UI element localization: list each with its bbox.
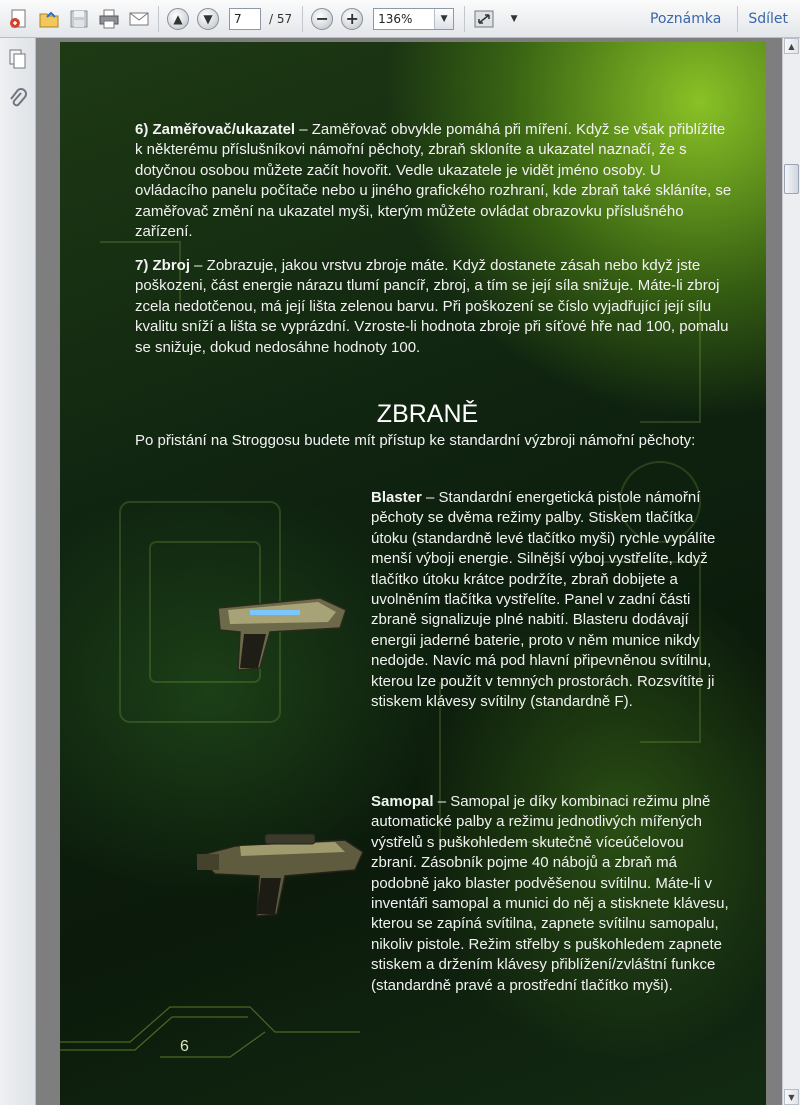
item-6-paragraph <box>135 120 735 242</box>
scrollbar-thumb[interactable] <box>784 164 799 194</box>
page-total: / 57 <box>269 11 293 26</box>
share-button[interactable]: Sdílet <box>748 10 788 27</box>
scroll-up-arrow-icon[interactable]: ▲ <box>784 38 799 54</box>
pdf-page <box>60 42 766 1105</box>
navigation-pane <box>0 38 36 1105</box>
attachments-icon[interactable] <box>8 88 28 110</box>
zoom-in-button[interactable] <box>339 6 365 32</box>
pages-icon[interactable] <box>8 48 28 70</box>
toolbar-separator <box>464 6 465 32</box>
zoom-out-button[interactable] <box>309 6 335 32</box>
section-heading: ZBRANĚ <box>376 400 479 428</box>
item-7-paragraph <box>135 256 735 358</box>
email-icon[interactable] <box>126 6 152 32</box>
toolbar-separator <box>302 6 303 32</box>
toolbar-separator <box>158 6 159 32</box>
blaster-image <box>210 588 350 678</box>
print-icon[interactable] <box>96 6 122 32</box>
toolbar-separator <box>737 6 738 32</box>
blaster-paragraph <box>371 488 731 712</box>
minus-icon: − <box>311 8 333 30</box>
item-6-title: 6) Zaměřovač/ukazatel <box>135 121 296 138</box>
toolbar-menu-chevron-icon[interactable]: ▼ <box>510 13 518 24</box>
zoom-value: 136% <box>378 11 413 26</box>
toolbar <box>0 0 800 38</box>
fullscreen-icon[interactable] <box>471 6 497 32</box>
create-pdf-icon[interactable] <box>6 6 32 32</box>
samopal-paragraph <box>371 792 731 996</box>
intro-paragraph: Po přistání na Stroggosu budete mít přístup ke standardní výzbroji námořní pěchoty: <box>135 432 696 449</box>
item-7-title: 7) Zbroj <box>135 257 190 274</box>
down-arrow-icon: ▼ <box>197 8 219 30</box>
previous-page-button[interactable] <box>165 6 191 32</box>
samopal-text: – Samopal je díky kombinaci režimu plně automatické palby a režimu jednotlivých mířených výstřelů s puškohledem skutečně víceúčelovou zbraní. Zásobník pojme 40 nábojů a zbraň má podobně jako blaster podvěšenou svítilnu. Máte-li v inventáři samopal a munici do něj a stisknete klávesu, kterou se zapíná svítilna, zapnete svítilnu samopalu, nikoliv pistole. Režim střelby s puškohledem zapnete stiskem a držením klávesy přiblížení/zvláštní funkce (standardně pravé a prostřední tlačítko myši). <box>371 793 729 994</box>
save-icon[interactable] <box>66 6 92 32</box>
item-7-text: – Zobrazuje, jakou vrstvu zbroje máte. Když dostanete zásah nebo když jste poškozeni, část energie nárazu tlumí pancíř, zbroj, a tím se její síla snižuje. Máte-li zbroj zcela nedotčenou, má její lišta zelenou barvu. Při poškození se číslo vyjadřující její sílu kvalitu sníží a lišta se vyprázdní. Vzroste-li hodnota zbroje při síťové hře nad 100, pomalu se snižuje, dokud nedosáhne hodnoty 100. <box>135 257 729 356</box>
next-page-button[interactable] <box>195 6 221 32</box>
samopal-title: Samopal <box>371 793 434 810</box>
open-icon[interactable] <box>36 6 62 32</box>
zoom-select[interactable] <box>373 8 454 30</box>
comment-button[interactable]: Poznámka <box>649 10 722 27</box>
scroll-down-arrow-icon[interactable]: ▼ <box>784 1089 799 1105</box>
page-number-input[interactable] <box>229 8 261 30</box>
samopal-image <box>195 826 365 918</box>
vertical-scrollbar[interactable] <box>782 38 800 1105</box>
plus-icon: + <box>341 8 363 30</box>
chevron-down-icon[interactable]: ▼ <box>434 9 453 29</box>
document-viewport[interactable] <box>36 38 782 1105</box>
item-6-text: – Zaměřovač obvykle pomáhá při míření. Když se však přiblížíte k některému příslušníkovi námořní pěchoty, zbraň skloníte a ukazatel naznačí, že s dotyčnou osobou můžete začít hovořit. Vedle ukazatele je vidět jméno osoby. U ovládacího panelu počítače nebo u jiného grafického rozhraní, kde zbraň také skláníte, se zaměřovač změní na ukazatel myši, kterým můžete ovládat obrazovku příslušného zařízení. <box>135 121 732 241</box>
blaster-title: Blaster <box>371 489 422 506</box>
page-number: 6 <box>180 1038 189 1055</box>
blaster-text: – Standardní energetická pistole námořní pěchoty se dvěma režimy palby. Stiskem tlačítka útoku (standardně levé tlačítko myši) rychle vypálíte menší výboji energie. Silnější výboj vystřelíte, když tlačítko útoku krátce podržíte, zbraň dobijete a uvolněním tlačítka vystřelíte. Panel v zadní části zbraně signalizuje plné nabití. Blasteru dodávají energii jaderné baterie, proto v něm munice nikdy nedojde. Navíc má pod hlavní připevněnou svítilnu, kterou lze použít v temných prostorách. Rozsvítíte ji stiskem klávesy svítilny (standardně F). <box>371 489 716 711</box>
up-arrow-icon: ▲ <box>167 8 189 30</box>
